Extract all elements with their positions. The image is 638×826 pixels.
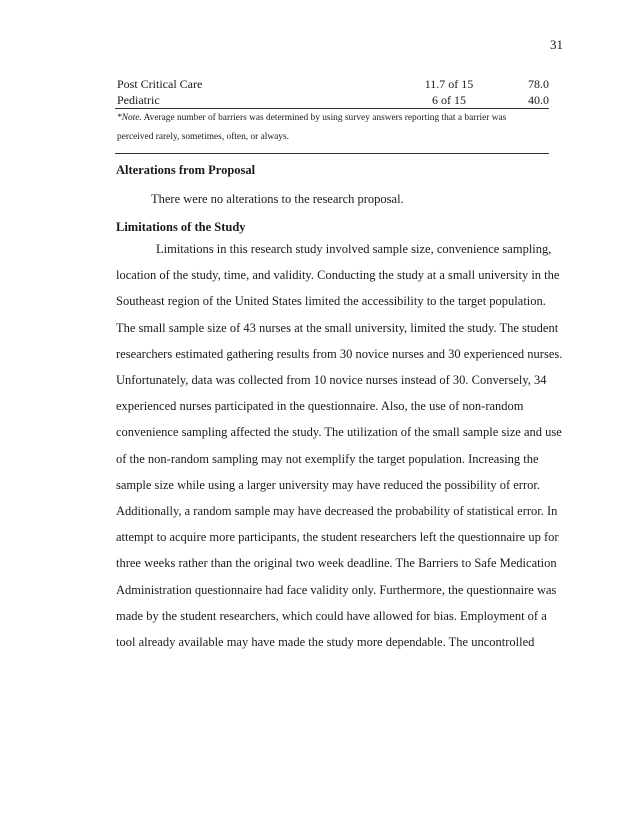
paragraph-line: Administration questionnaire had face validity only. Furthermore, the questionnaire was (116, 582, 557, 597)
paragraph-line: tool already available may have made the study more dependable. The uncontrolled (116, 635, 535, 650)
row-percent: 40.0 (528, 93, 549, 107)
paragraph-line: Unfortunately, data was collected from 10 novice nurses instead of 30. Conversely, 34 (116, 373, 547, 388)
paragraph-line: made by the student researchers, which could have allowed for bias. Employment of a (116, 608, 547, 623)
alterations-heading: Alterations from Proposal (116, 163, 256, 177)
paragraph-line: researchers estimated gathering results from 30 novice nurses and 30 experienced nurses. (116, 346, 563, 361)
table-note (117, 109, 551, 147)
alterations-text: There were no alterations to the research proposal. (151, 192, 404, 206)
table-row (115, 92, 549, 108)
row-label: Post Critical Care (117, 77, 203, 91)
note-bottom-rule (115, 153, 549, 154)
page-number: 31 (550, 37, 563, 52)
row-percent: 78.0 (528, 77, 549, 91)
note-line-1: Average number of barriers was determined by using survey answers reporting that a barrier was (141, 113, 507, 123)
paragraph-line: convenience sampling affected the study. The utilization of the small sample size and use (116, 425, 562, 440)
results-table (115, 76, 549, 108)
paragraph-line: attempt to acquire more participants, the student researchers left the questionnaire up for (116, 530, 559, 545)
paragraph-line: of the non-random sampling may not exemplify the target population. Increasing the (116, 451, 539, 466)
paragraph-line: location of the study, time, and validity. Conducting the study at a small university in the (116, 268, 560, 283)
paragraph-line: The small sample size of 43 nurses at the small university, limited the study. The student (116, 320, 559, 335)
limitations-heading: Limitations of the Study (116, 220, 246, 234)
paragraph-line: experienced nurses participated in the questionnaire. Also, the use of non-random (116, 399, 524, 414)
paragraph-line: Additionally, a random sample may have decreased the probability of statistical error. In (116, 504, 558, 519)
paragraph-line: three weeks rather than the original two week deadline. The Barriers to Safe Medication (116, 556, 557, 571)
table-row (115, 76, 549, 92)
row-barriers: 11.7 of 15 (424, 77, 474, 91)
limitations-paragraph (116, 236, 562, 655)
row-label: Pediatric (117, 93, 160, 107)
note-line-2: perceived rarely, sometimes, often, or always. (117, 132, 289, 142)
row-barriers: 6 of 15 (432, 93, 466, 107)
note-prefix: *Note. (117, 113, 142, 123)
paragraph-line: Limitations in this research study involved sample size, convenience sampling, (156, 242, 552, 256)
paragraph-line: Southeast region of the United States limited the accessibility to the target population. (116, 294, 546, 309)
paragraph-line: sample size while using a larger university may have reduced the possibility of error. (116, 477, 540, 492)
